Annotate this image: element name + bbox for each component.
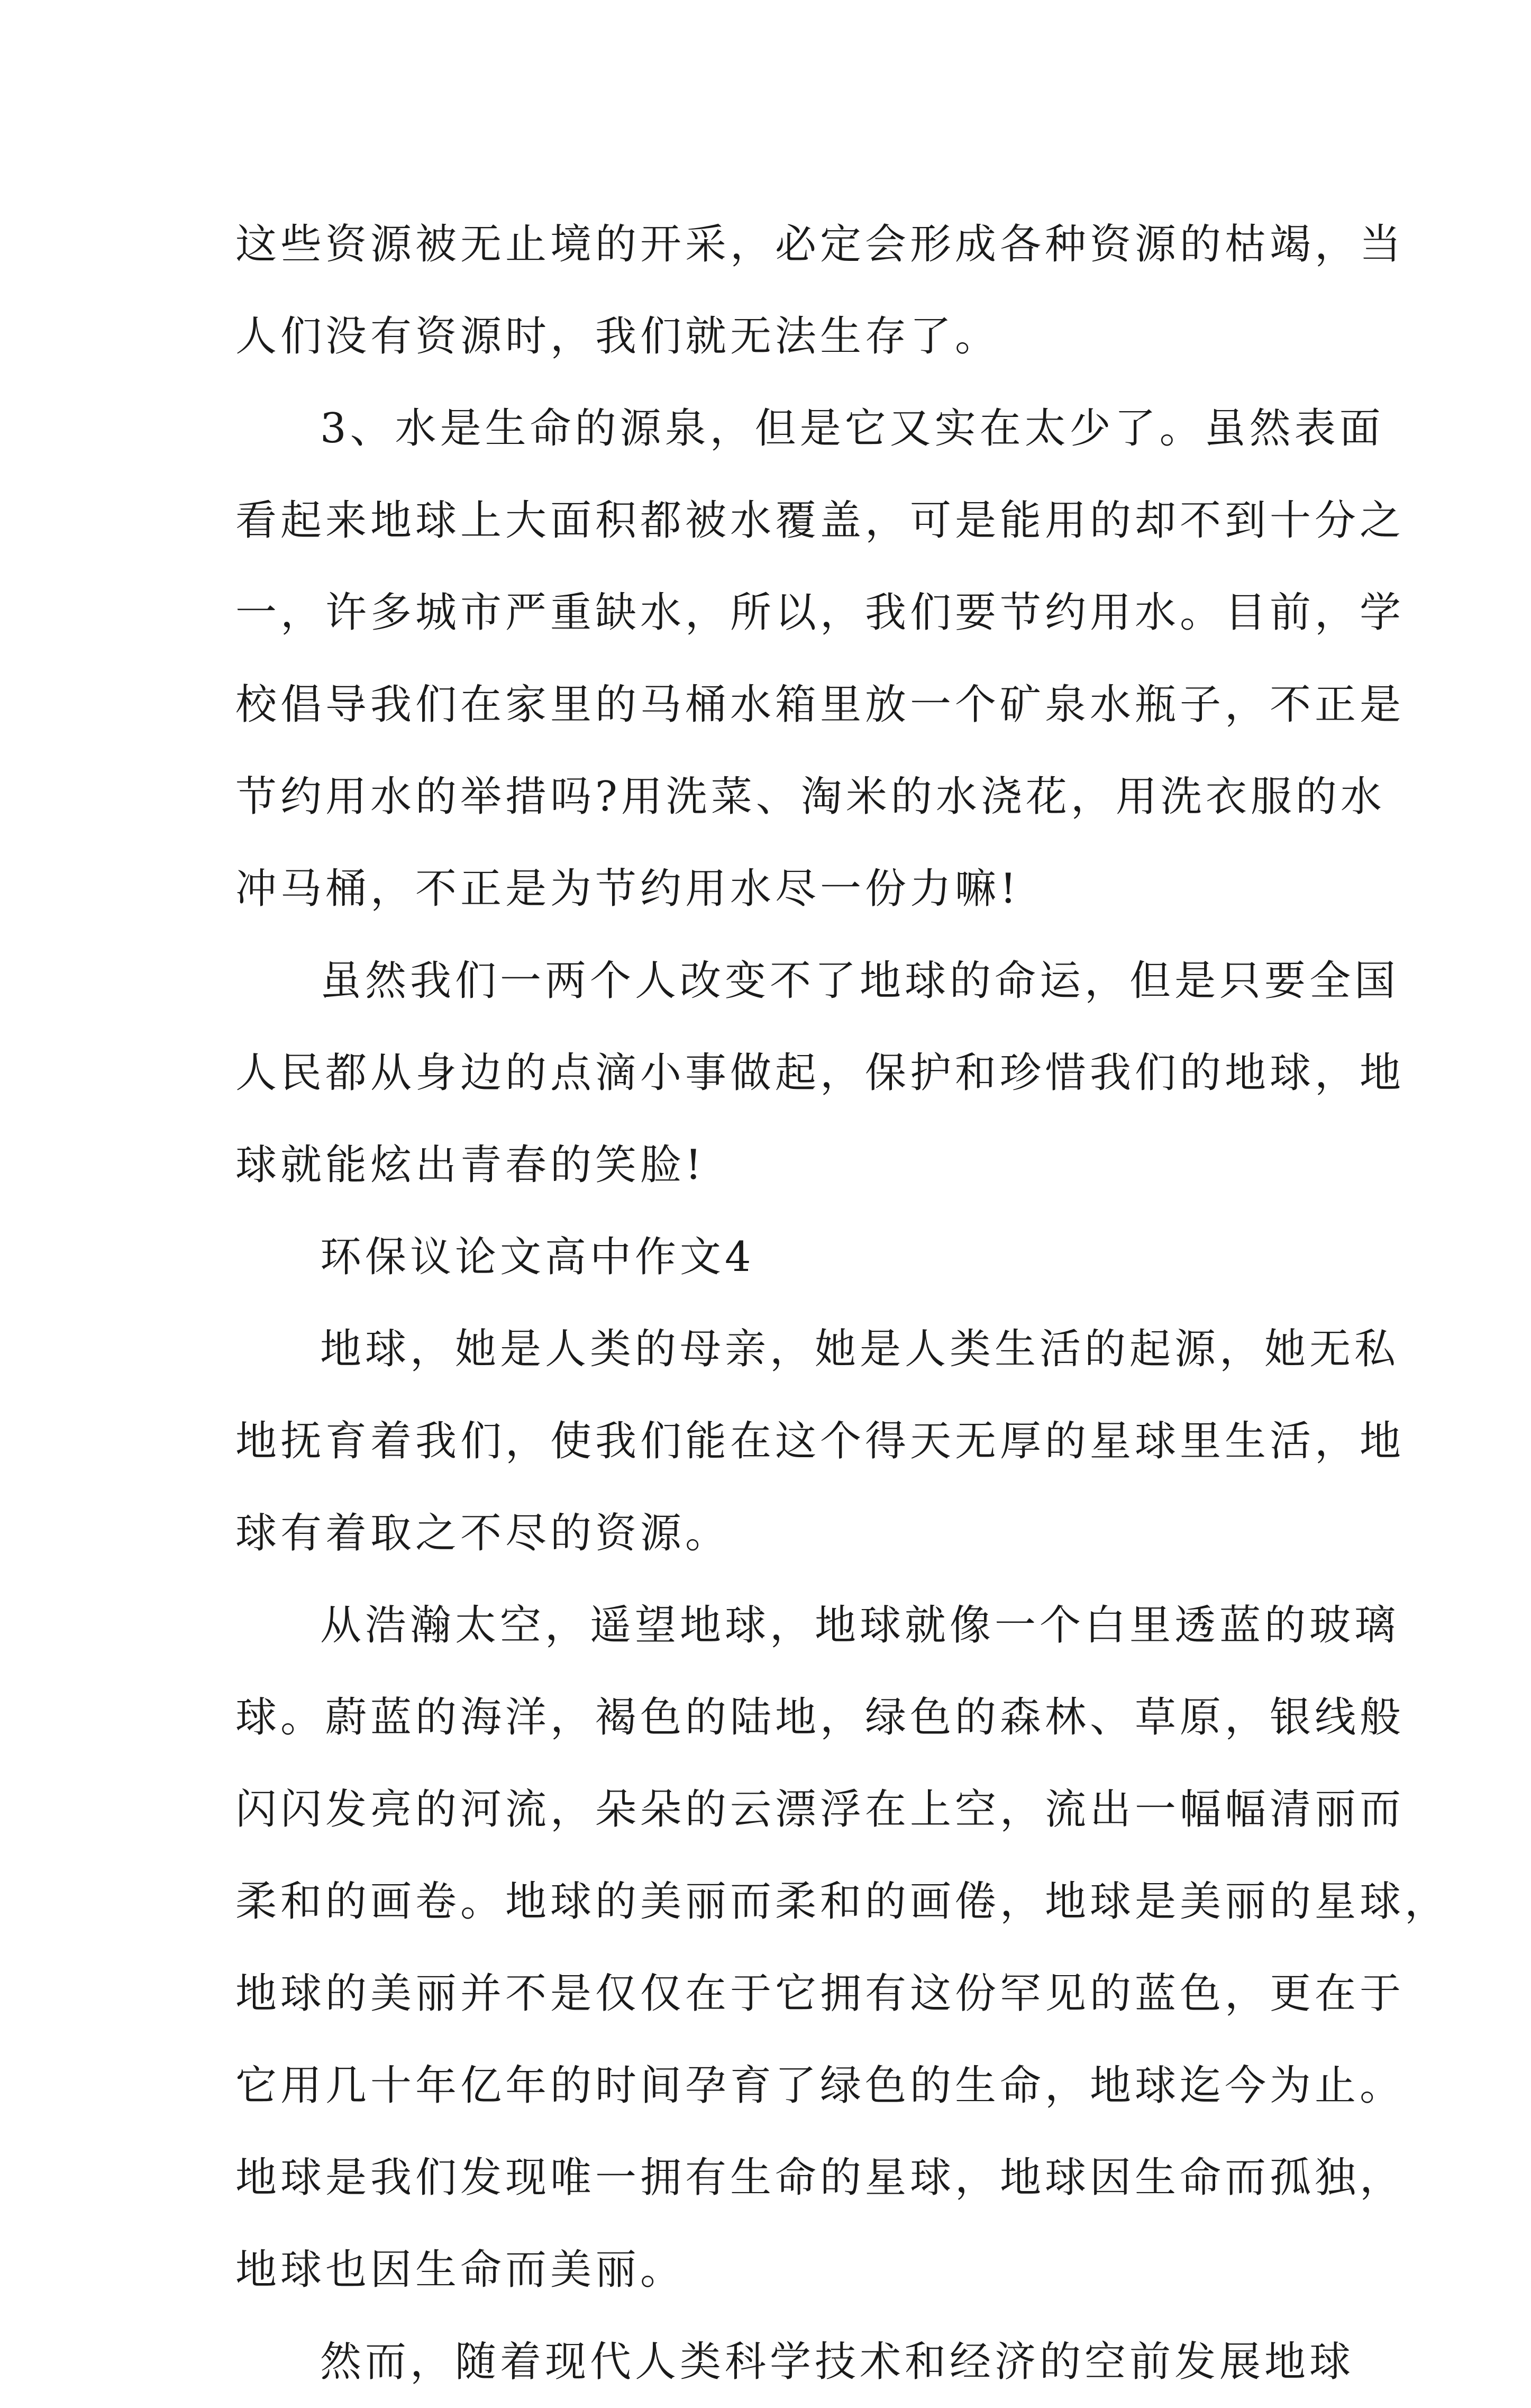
text-line: 地抚育着我们，使我们能在这个得天无厚的星球里生活，地 — [235, 1417, 1405, 1465]
text-line: 地球是我们发现唯一拥有生命的星球，地球因生命而孤独， — [235, 2154, 1405, 2202]
text-line: 看起来地球上大面积都被水覆盖，可是能用的却不到十分之 — [235, 497, 1405, 544]
text-line: 冲马桶，不正是为节约用水尽一份力嘛! — [235, 865, 1020, 913]
text-line: 球。蔚蓝的海洋，褐色的陆地，绿色的森林、草原，银线般 — [235, 1694, 1405, 1741]
text-line: 人民都从身边的点滴小事做起，保护和珍惜我们的地球，地 — [235, 1049, 1405, 1097]
text-line: 地球也因生命而美丽。 — [235, 2246, 686, 2294]
text-line: 它用几十年亿年的时间孕育了绿色的生命，地球迄今为止。 — [235, 2062, 1405, 2110]
document-body — [235, 198, 1450, 2408]
text-line: 节约用水的举措吗?用洗菜、淘米的水浇花，用洗衣服的水 — [235, 773, 1386, 821]
text-line: 从浩瀚太空，遥望地球，地球就像一个白里透蓝的玻璃 — [320, 1602, 1400, 1649]
text-line: 3、水是生命的源泉，但是它又实在太少了。虽然表面 — [320, 405, 1384, 452]
text-line: 地球的美丽并不是仅仅在于它拥有这份罕见的蓝色，更在于 — [235, 1970, 1405, 2018]
text-line: 一，许多城市严重缺水，所以，我们要节约用水。目前，学 — [235, 589, 1405, 637]
text-line: 这些资源被无止境的开采，必定会形成各种资源的枯竭，当 — [235, 221, 1405, 268]
text-line: 地球，她是人类的母亲，她是人类生活的起源，她无私 — [320, 1325, 1400, 1373]
text-line: 然而，随着现代人类科学技术和经济的空前发展地球 — [320, 2338, 1355, 2386]
text-line: 闪闪发亮的河流，朵朵的云漂浮在上空，流出一幅幅清丽而 — [235, 1786, 1405, 1833]
text-line: 球有着取之不尽的资源。 — [235, 1510, 731, 1557]
text-line: 虽然我们一两个人改变不了地球的命运，但是只要全国 — [320, 957, 1400, 1005]
section-heading: 环保议论文高中作文4 — [320, 1233, 755, 1281]
text-line: 校倡导我们在家里的马桶水箱里放一个矿泉水瓶子，不正是 — [235, 681, 1405, 729]
text-line: 人们没有资源时，我们就无法生存了。 — [235, 313, 1000, 360]
text-line: 球就能炫出青春的笑脸! — [235, 1141, 706, 1189]
text-line: 柔和的画卷。地球的美丽而柔和的画倦，地球是美丽的星球， — [235, 1878, 1450, 1925]
